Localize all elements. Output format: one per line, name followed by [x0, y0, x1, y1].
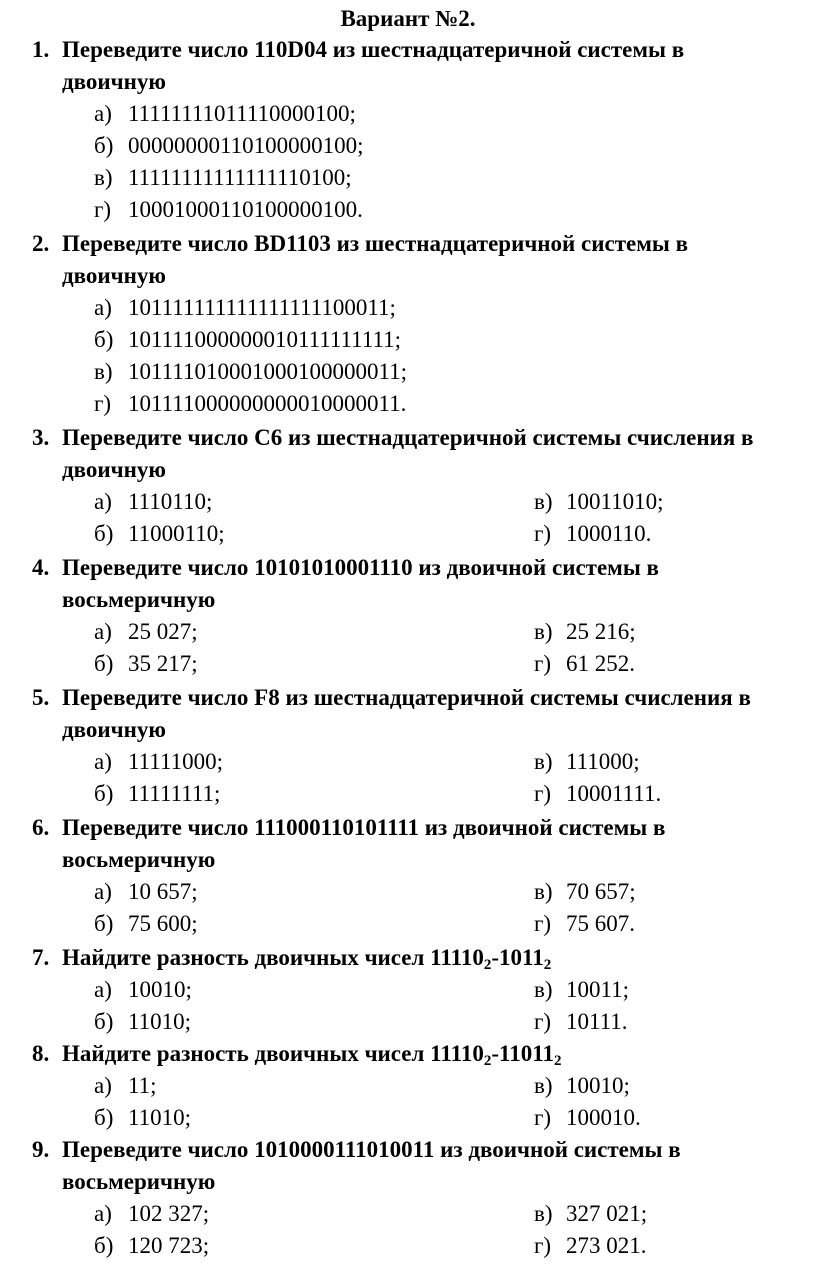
option-label: а) — [94, 295, 112, 320]
option-label: г) — [534, 1233, 552, 1258]
option-label: б) — [94, 133, 114, 158]
option-label: б) — [94, 1009, 114, 1034]
option-label: а) — [94, 1073, 112, 1098]
answer-option-g — [0, 194, 816, 226]
question-3 — [0, 422, 816, 550]
question-text — [62, 942, 551, 974]
option-text: 00000000110100000100; — [128, 133, 364, 158]
answer-row — [0, 518, 816, 550]
question-number: 1. — [32, 37, 50, 62]
option-label: в) — [534, 879, 553, 904]
question-text-prefix: Найдите разность двоичных чисел 11110 — [62, 945, 484, 970]
answer-option-v — [0, 356, 816, 388]
question-text: Переведите число 111000110101111 из двоичной системы в — [62, 815, 666, 840]
option-label: г) — [534, 651, 552, 676]
option-text: 61 252. — [566, 651, 635, 676]
question-5 — [0, 682, 816, 810]
option-label: в) — [534, 977, 553, 1002]
question-text-continued: двоичную — [62, 457, 166, 482]
option-label: г) — [94, 391, 112, 416]
option-text: 10011010; — [566, 489, 664, 514]
question-text-continued: двоичную — [62, 717, 166, 742]
answer-row — [0, 1230, 816, 1262]
answer-row — [0, 1198, 816, 1230]
answer-option-a — [0, 292, 816, 324]
answer-option-b — [0, 324, 816, 356]
option-text: 10011; — [566, 977, 630, 1002]
option-label: в) — [534, 1073, 553, 1098]
question-1 — [0, 34, 816, 226]
option-label: а) — [94, 749, 112, 774]
question-number: 9. — [32, 1137, 50, 1162]
option-text: 11111111111111110100; — [128, 165, 352, 190]
option-label: б) — [94, 781, 114, 806]
answer-row — [0, 1006, 816, 1038]
option-text: 11; — [128, 1073, 157, 1098]
answer-row — [0, 648, 816, 680]
option-label: г) — [94, 197, 112, 222]
option-text: 11111000; — [128, 749, 223, 774]
option-text: 327 021; — [566, 1201, 648, 1226]
question-number: 3. — [32, 425, 50, 450]
option-label: в) — [534, 619, 553, 644]
option-label: б) — [94, 651, 114, 676]
base-subscript: 2 — [483, 1053, 492, 1069]
question-text-continued: двоичную — [62, 263, 166, 288]
question-text: Переведите число С6 из шестнадцатеричной системы счисления в — [62, 425, 754, 450]
option-text: 101111111111111111100011; — [128, 295, 396, 320]
option-text: 35 217; — [128, 651, 198, 676]
question-number: 8. — [32, 1041, 50, 1066]
option-label: в) — [534, 749, 553, 774]
option-text: 11010; — [128, 1105, 192, 1130]
option-text: 70 657; — [566, 879, 636, 904]
question-text-continued: восьмеричную — [62, 1169, 216, 1194]
option-label: а) — [94, 977, 112, 1002]
option-text: 273 021. — [566, 1233, 647, 1258]
option-label: в) — [534, 489, 553, 514]
answer-option-a — [0, 98, 816, 130]
option-label: г) — [534, 1105, 552, 1130]
option-text: 101111000000010111111111; — [128, 327, 402, 352]
option-label: а) — [94, 619, 112, 644]
base-subscript: 2 — [543, 957, 552, 973]
base-subscript: 2 — [553, 1053, 562, 1069]
question-number: 5. — [32, 685, 50, 710]
option-text: 10010; — [566, 1073, 630, 1098]
option-label: а) — [94, 489, 112, 514]
answer-row — [0, 1070, 816, 1102]
option-label: б) — [94, 327, 114, 352]
option-label: б) — [94, 1105, 114, 1130]
option-label: б) — [94, 521, 114, 546]
question-6 — [0, 812, 816, 940]
answer-row — [0, 616, 816, 648]
question-text-continued: восьмеричную — [62, 587, 216, 612]
option-label: г) — [534, 781, 552, 806]
option-label: б) — [94, 911, 114, 936]
question-9 — [0, 1134, 816, 1262]
question-number: 6. — [32, 815, 50, 840]
question-7 — [0, 942, 816, 1038]
option-text: 101111010001000100000011; — [128, 359, 407, 384]
option-text: 75 600; — [128, 911, 198, 936]
option-label: а) — [94, 101, 112, 126]
option-label: г) — [534, 911, 552, 936]
option-label: в) — [94, 359, 113, 384]
question-8 — [0, 1038, 816, 1134]
option-text: 11111111; — [128, 781, 221, 806]
option-text: 100010. — [566, 1105, 641, 1130]
question-text-operand: -11011 — [491, 1041, 554, 1066]
option-label: б) — [94, 1233, 114, 1258]
option-text: 10001111. — [566, 781, 662, 806]
option-label: а) — [94, 1201, 112, 1226]
option-label: г) — [534, 521, 552, 546]
question-text-continued: двоичную — [62, 69, 166, 94]
option-text: 11010; — [128, 1009, 192, 1034]
base-subscript: 2 — [483, 957, 492, 973]
answer-row — [0, 876, 816, 908]
option-text: 10010; — [128, 977, 192, 1002]
option-text: 10111. — [566, 1009, 628, 1034]
question-text-prefix: Найдите разность двоичных чисел 11110 — [62, 1041, 484, 1066]
answer-option-g — [0, 388, 816, 420]
option-text: 11000110; — [128, 521, 225, 546]
option-text: 10001000110100000100. — [128, 197, 363, 222]
question-text-continued: восьмеричную — [62, 847, 216, 872]
option-label: в) — [94, 165, 113, 190]
question-number: 4. — [32, 555, 50, 580]
answer-row — [0, 746, 816, 778]
answer-row — [0, 486, 816, 518]
question-4 — [0, 552, 816, 680]
answer-row — [0, 974, 816, 1006]
answer-option-v — [0, 162, 816, 194]
option-text: 11111111011110000100; — [128, 101, 356, 126]
option-text: 75 607. — [566, 911, 635, 936]
question-text: Переведите число BD1103 из шестнадцатеричной системы в — [62, 231, 689, 256]
question-text — [62, 1038, 561, 1070]
question-2 — [0, 228, 816, 420]
answer-option-b — [0, 130, 816, 162]
answer-row — [0, 908, 816, 940]
question-text: Переведите число 10101010001110 из двоичной системы в — [62, 555, 659, 580]
question-text: Переведите число 110D04 из шестнадцатеричной системы в — [62, 37, 685, 62]
option-text: 1000110. — [566, 521, 652, 546]
question-number: 2. — [32, 231, 50, 256]
option-text: 10 657; — [128, 879, 198, 904]
option-label: г) — [534, 1009, 552, 1034]
option-text: 25 216; — [566, 619, 636, 644]
option-text: 111000; — [566, 749, 640, 774]
question-text: Переведите число 1010000111010011 из двоичной системы в — [62, 1137, 681, 1162]
answer-row — [0, 778, 816, 810]
option-label: а) — [94, 879, 112, 904]
answer-row — [0, 1102, 816, 1134]
page-title: Вариант №2. — [340, 6, 476, 31]
question-text: Переведите число F8 из шестнадцатеричной системы счисления в — [62, 685, 751, 710]
option-text: 25 027; — [128, 619, 198, 644]
question-number: 7. — [32, 945, 50, 970]
option-text: 1110110; — [128, 489, 213, 514]
option-text: 120 723; — [128, 1233, 210, 1258]
option-text: 101111000000000010000011. — [128, 391, 407, 416]
option-label: в) — [534, 1201, 553, 1226]
question-text-operand: -1011 — [491, 945, 544, 970]
option-text: 102 327; — [128, 1201, 210, 1226]
